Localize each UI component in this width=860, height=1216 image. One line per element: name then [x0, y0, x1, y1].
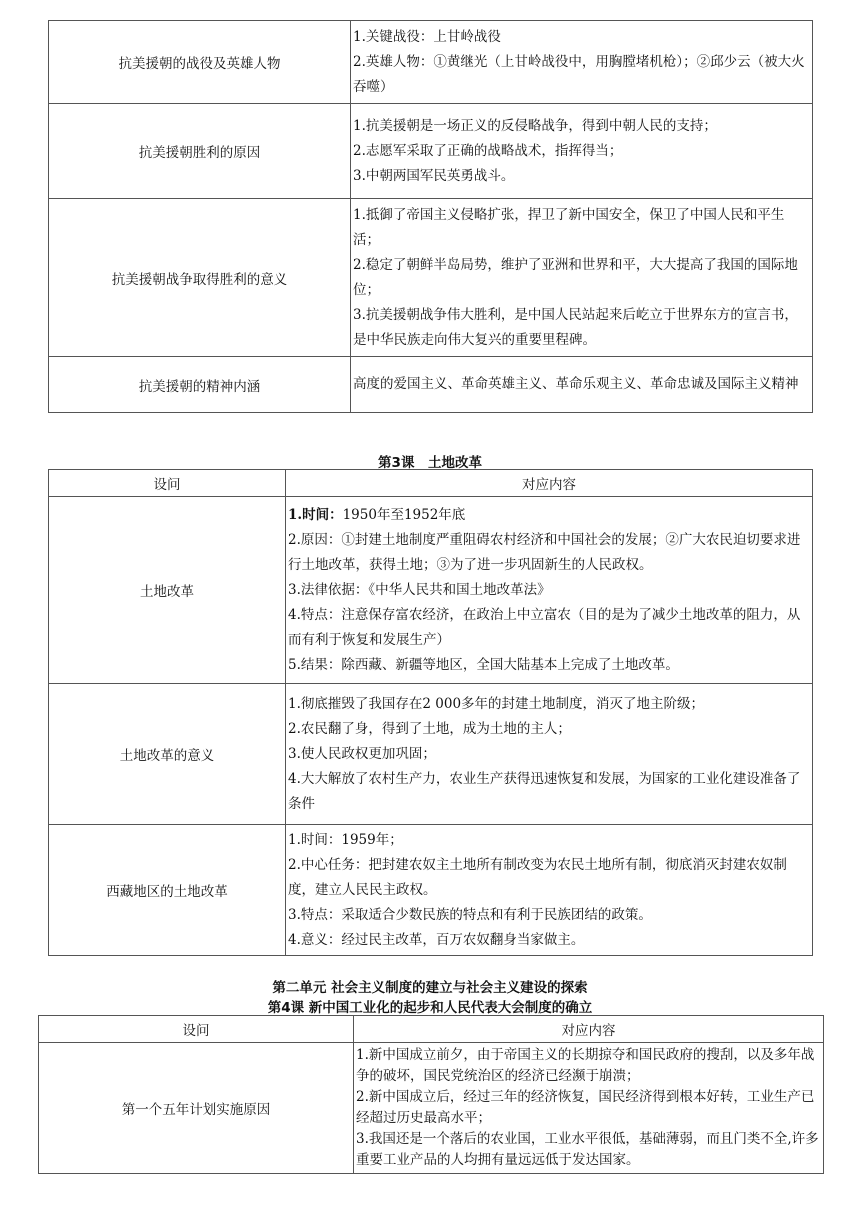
table-row	[49, 104, 813, 199]
row-topic: 第一个五年计划实施原因	[39, 1043, 354, 1174]
content-line: 3.使人民政权更加巩固；	[288, 745, 436, 762]
content-line: 1.抗美援朝是一场正义的反侵略战争，得到中朝人民的支持；	[353, 117, 717, 134]
row-content	[351, 199, 813, 357]
table-header	[49, 470, 813, 497]
header-col-question: 设问	[39, 1016, 354, 1043]
table-row	[49, 825, 813, 956]
header-col-question: 设问	[49, 470, 286, 497]
content-line: 4.特点：注意保存富农经济，在政治上中立富农（目的是为了减少土地改革的阻力，从而有利于恢复和发展生产）	[288, 606, 801, 648]
row-topic: 抗美援朝胜利的原因	[49, 104, 351, 199]
header-col-content: 对应内容	[354, 1016, 824, 1043]
table-row	[49, 497, 813, 684]
row-topic: 抗美援朝的精神内涵	[49, 357, 351, 413]
table-row	[39, 1043, 824, 1174]
table-row	[49, 357, 813, 413]
content-line: 2.中心任务：把封建农奴主土地所有制改变为农民土地所有制，彻底消灭封建农奴制度，建立人民民主政权。	[288, 856, 787, 898]
content-line: 5.结果：除西藏、新疆等地区，全国大陆基本上完成了土地改革。	[288, 656, 679, 673]
unit2-title: 第二单元 社会主义制度的建立与社会主义建设的探索	[272, 980, 588, 996]
content-line: 2.稳定了朝鲜半岛局势，维护了亚洲和世界和平，大大提高了我国的国际地位；	[353, 256, 798, 298]
table-row	[49, 199, 813, 357]
header-col-content: 对应内容	[286, 470, 813, 497]
row-topic: 抗美援朝的战役及英雄人物	[49, 21, 351, 104]
table-header	[39, 1016, 824, 1043]
row-content	[286, 684, 813, 825]
kmyc-table	[48, 20, 813, 413]
row-content	[351, 104, 813, 199]
row-content	[351, 21, 813, 104]
row-content	[351, 357, 813, 413]
lesson3-title: 第3课 土地改革	[378, 455, 482, 471]
lesson4-title: 第4课 新中国工业化的起步和人民代表大会制度的确立	[267, 1000, 593, 1016]
content-line: 1.时间：1959年；	[288, 831, 403, 848]
content-line: 2.农民翻了身，得到了土地，成为土地的主人；	[288, 720, 571, 737]
land-reform-table	[48, 469, 813, 956]
content-line: 高度的爱国主义、革命英雄主义、革命乐观主义、革命忠诚及国际主义精神	[353, 376, 799, 392]
content-line: 4.大大解放了农村生产力，农业生产获得迅速恢复和发展，为国家的工业化建设准备了条件	[288, 770, 801, 812]
row-topic: 抗美援朝战争取得胜利的意义	[49, 199, 351, 357]
content-line: 1.新中国成立前夕，由于帝国主义的长期掠夺和国民政府的搜刮，以及多年战争的破坏，国民党统治区的经济已经濒于崩溃；	[356, 1047, 815, 1084]
content-line: 4.意义：经过民主改革，百万农奴翻身当家做主。	[288, 931, 585, 948]
row-content	[286, 497, 813, 684]
row-content	[286, 825, 813, 956]
content-lead: 1.时间：	[288, 506, 343, 523]
content-line: 3.抗美援朝战争伟大胜利，是中国人民站起来后屹立于世界东方的宣言书，是中华民族走向伟大复兴的重要里程碑。	[353, 306, 798, 348]
content-line: 2.原因：①封建土地制度严重阻碍农村经济和中国社会的发展；②广大农民迫切要求进行土地改革，获得土地；③为了进一步巩固新生的人民政权。	[288, 531, 801, 573]
row-topic: 土地改革的意义	[49, 684, 286, 825]
row-topic: 西藏地区的土地改革	[49, 825, 286, 956]
content-line: 1.关键战役：上甘岭战役	[353, 28, 501, 45]
content-line: 2.志愿军采取了正确的战略战术，指挥得当；	[353, 142, 623, 159]
content-text: 1950年至1952年底	[342, 506, 466, 523]
content-line: 3.我国还是一个落后的农业国，工业水平很低，基础薄弱，而且门类不全,许多重要工业产品的人均拥有量远远低于发达国家。	[356, 1131, 819, 1168]
content-line: 3.中朝两国军民英勇战斗。	[353, 167, 515, 184]
row-topic: 土地改革	[49, 497, 286, 684]
industrialization-table	[38, 1015, 824, 1174]
content-line: 1.抵御了帝国主义侵略扩张，捍卫了新中国安全，保卫了中国人民和平生活；	[353, 206, 785, 248]
table-row	[49, 684, 813, 825]
content-line: 1.彻底摧毁了我国存在2 000多年的封建土地制度，消灭了地主阶级；	[288, 695, 705, 712]
table-row	[49, 21, 813, 104]
content-line: 3.特点：采取适合少数民族的特点和有利于民族团结的政策。	[288, 906, 652, 923]
content-line: 2.英雄人物：①黄继光（上甘岭战役中，用胸膛堵机枪）；②邱少云（被大火吞噬）	[353, 53, 805, 95]
content-line: 3.法律依据：《中华人民共和国土地改革法》	[288, 581, 551, 598]
row-content	[354, 1043, 824, 1174]
content-line	[288, 503, 810, 528]
content-line: 2.新中国成立后，经过三年的经济恢复，国民经济得到根本好转，工业生产已经超过历史最高水平；	[356, 1089, 815, 1126]
